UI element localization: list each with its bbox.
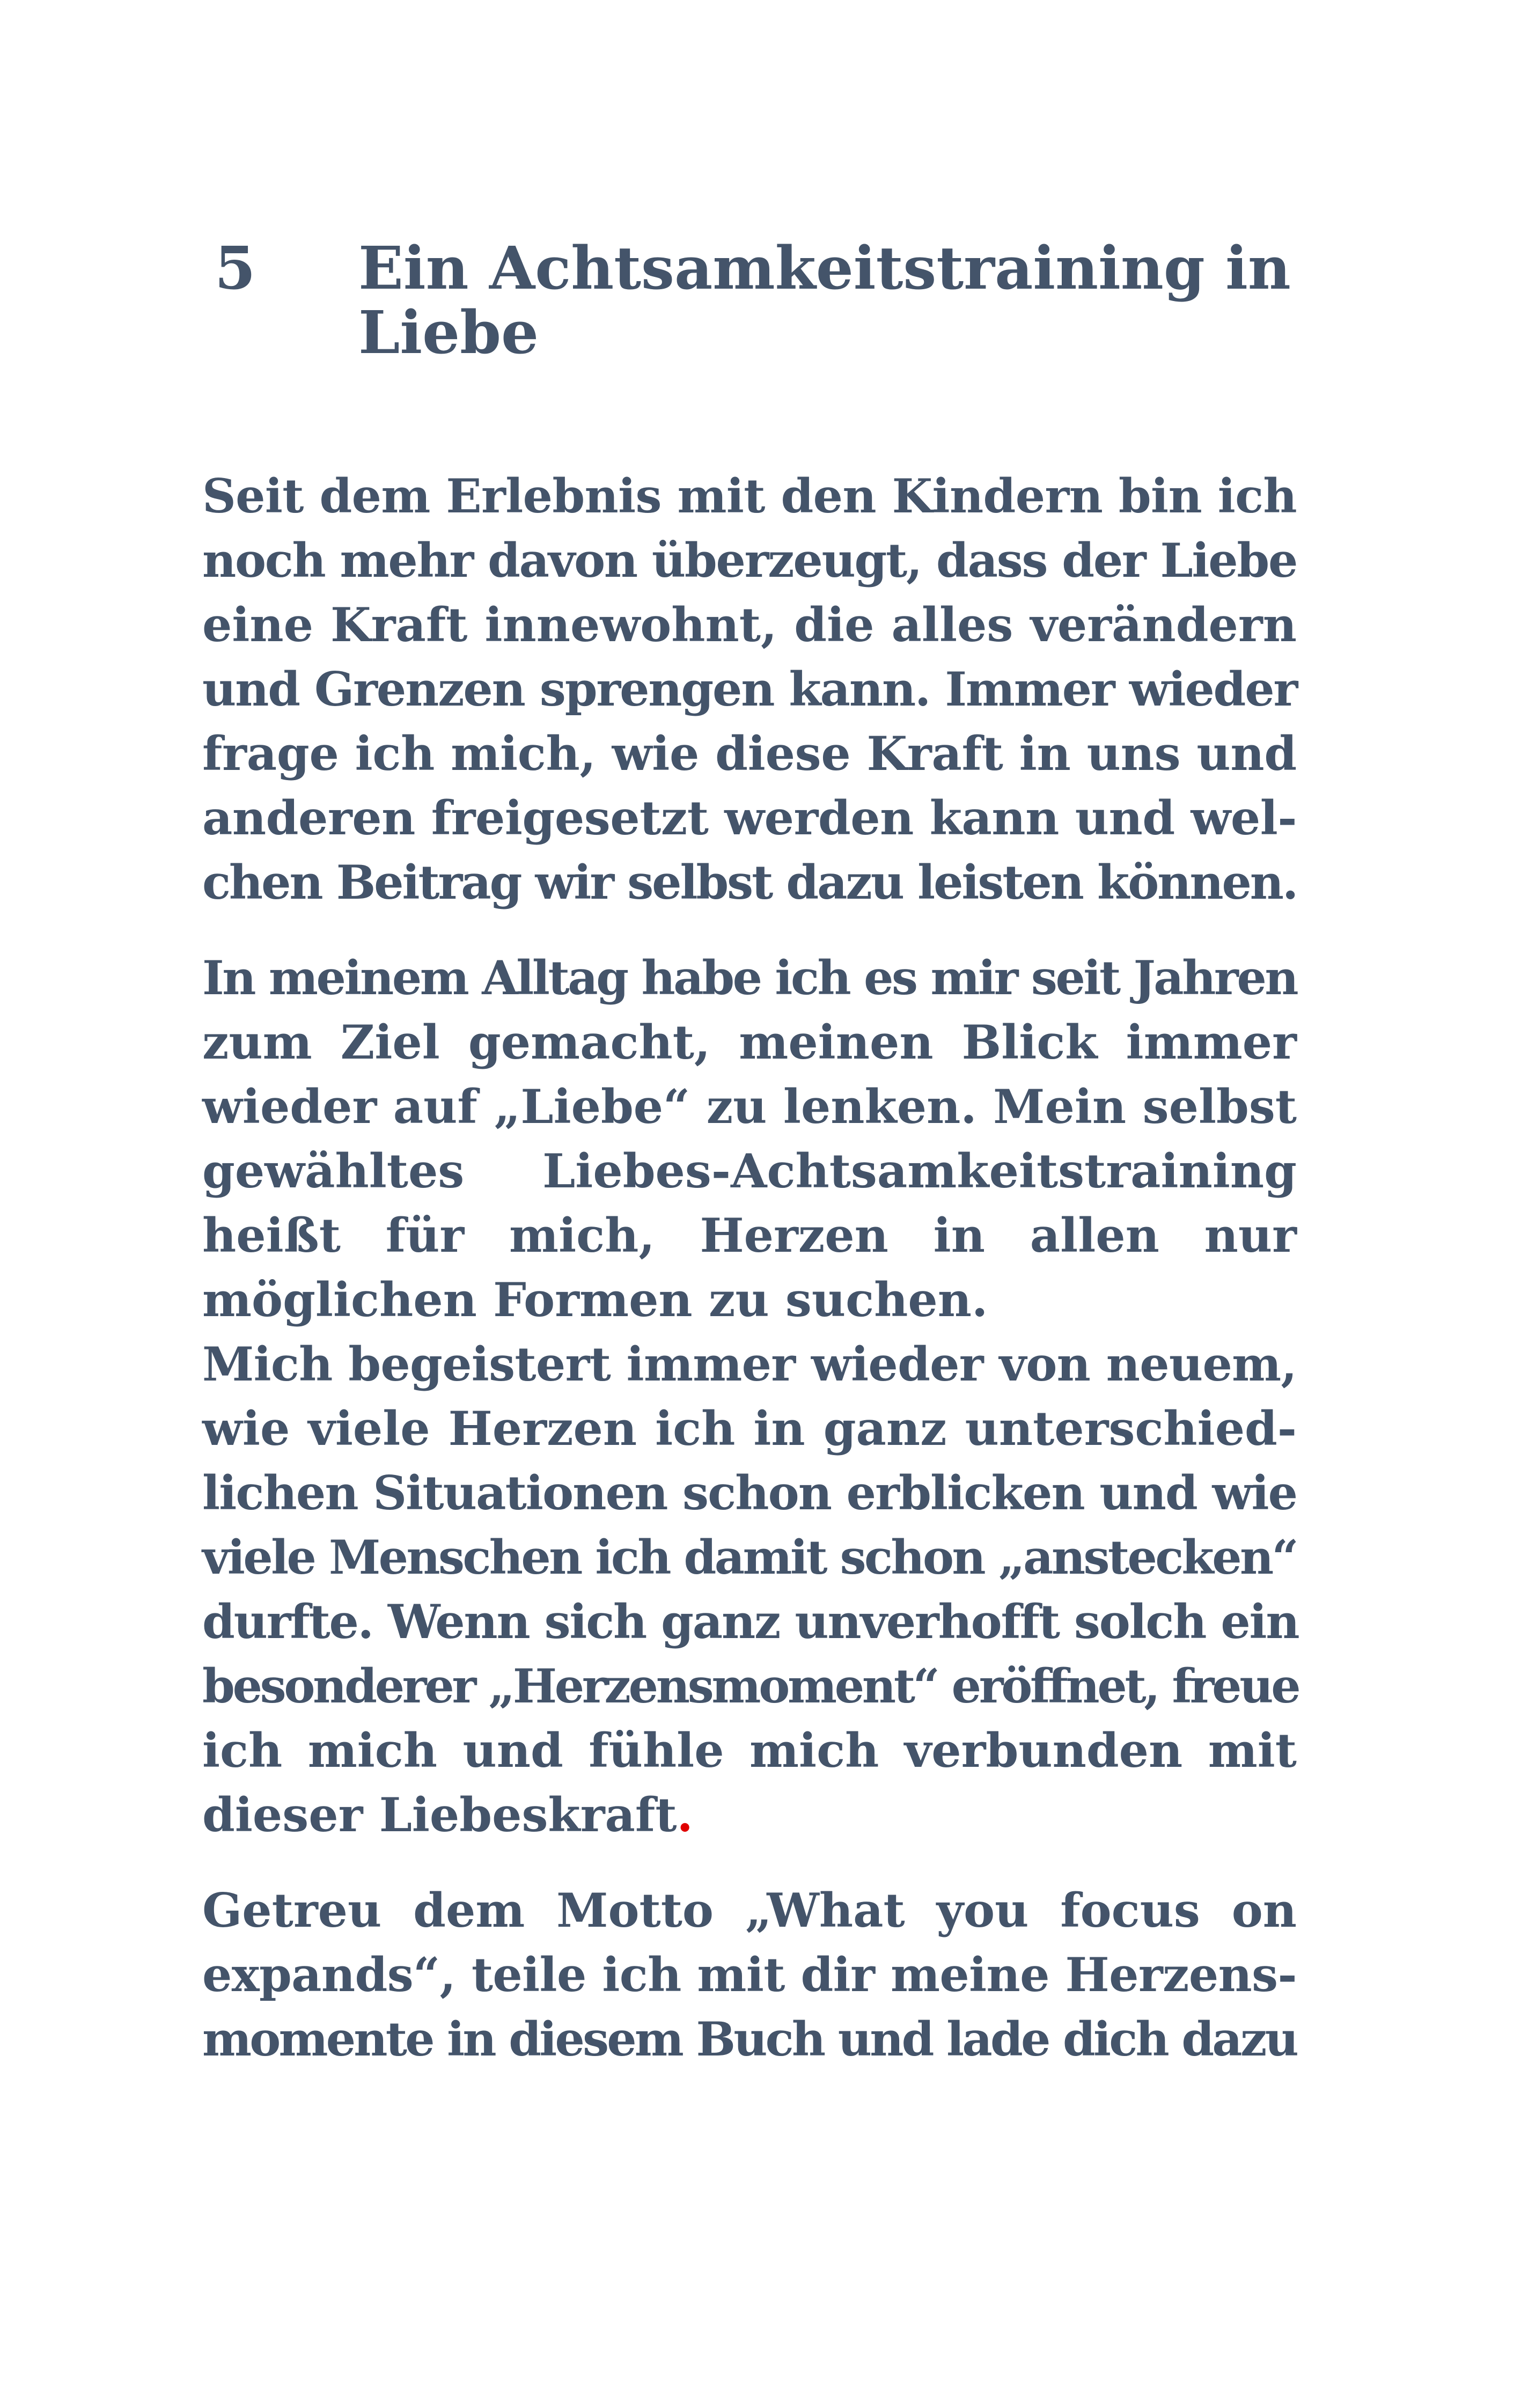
text-line: ich mich und fühle mich verbunden mit <box>202 1723 1297 1778</box>
text-line: momente in diesem Buch und lade dich dazu <box>202 2011 1297 2067</box>
text-line: wie viele Herzen ich in ganz unterschied- <box>202 1401 1297 1456</box>
text-line: Mich begeistert immer wieder von neuem, <box>202 1337 1297 1392</box>
body-text <box>202 464 1297 2072</box>
text-line: anderen freigesetzt werden kann und wel- <box>202 790 1297 846</box>
text-line: noch mehr davon überzeugt, dass der Liebe <box>202 533 1297 588</box>
text-line: heißt für mich, Herzen in allen nur <box>202 1208 1297 1263</box>
text-line: besonderer „Herzensmoment“ eröffnet, freue <box>202 1658 1299 1714</box>
text-line: durfte. Wenn sich ganz unverhofft solch ein <box>202 1594 1299 1649</box>
chapter-title <box>358 231 1324 367</box>
text-line: eine Kraft innewohnt, die alles verändern <box>202 597 1297 652</box>
text-line: viele Menschen ich damit schon „anstecken“ <box>202 1530 1297 1585</box>
red-period-mark: . <box>677 1787 693 1842</box>
text-line-content: dieser Liebeskraft <box>202 1787 677 1842</box>
text-line <box>202 1783 1297 1847</box>
text-line: Getreu dem Motto „What you focus on <box>202 1883 1297 1938</box>
text-line: wieder auf „Liebe“ zu lenken. Mein selbst <box>202 1079 1297 1134</box>
chapter-title-line: Ein Achtsamkeitstraining in <box>358 233 1291 303</box>
paragraph <box>202 464 1297 915</box>
text-line: zum Ziel gemacht, meinen Blick immer <box>202 1015 1297 1070</box>
text-line: und Grenzen sprengen kann. Immer wieder <box>202 662 1297 717</box>
text-line: lichen Situationen schon erblicken und wie <box>202 1465 1297 1521</box>
chapter-number: 5 <box>215 233 256 303</box>
paragraph <box>202 946 1297 1332</box>
text-line: gewähltes Liebes-Achtsamkeitstraining <box>202 1143 1297 1199</box>
text-line: In meinem Alltag habe ich es mir seit Jahren <box>202 950 1297 1005</box>
text-line: möglichen Formen zu suchen. <box>202 1272 988 1327</box>
paragraph <box>202 1878 1297 2072</box>
text-line: Seit dem Erlebnis mit den Kindern bin ich <box>202 468 1297 524</box>
chapter-title-line: Liebe <box>358 298 539 367</box>
text-line: frage ich mich, wie diese Kraft in uns und <box>202 726 1297 781</box>
paragraph <box>202 1332 1297 1847</box>
text-line: chen Beitrag wir selbst dazu leisten können. <box>202 855 1297 910</box>
text-line: expands“, teile ich mit dir meine Herzens- <box>202 1947 1297 2002</box>
